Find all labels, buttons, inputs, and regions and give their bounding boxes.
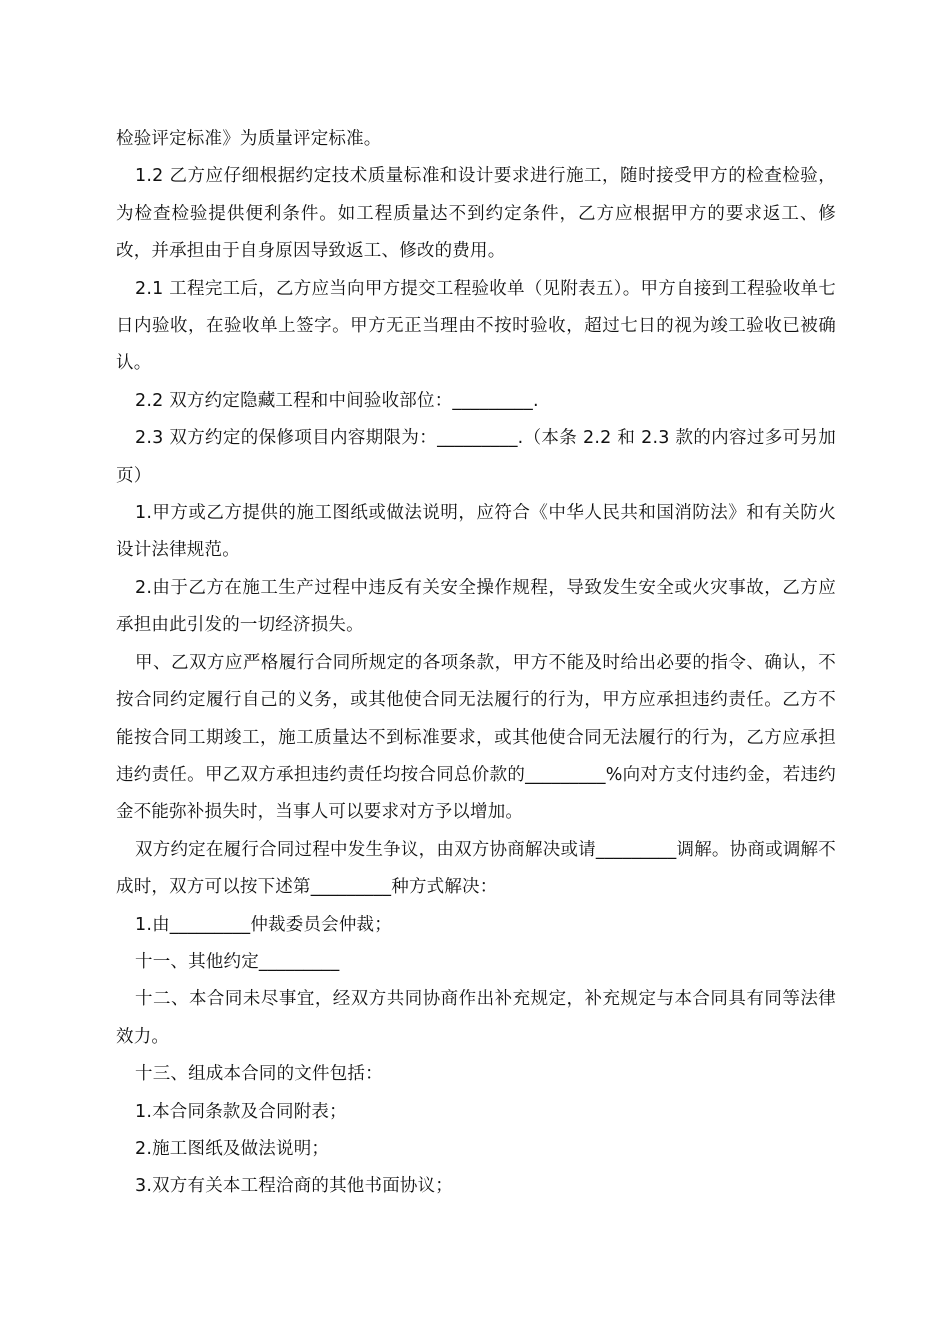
paragraph: 1.本合同条款及合同附表；	[135, 1101, 347, 1122]
paragraph: 2.施工图纸及做法说明；	[135, 1138, 330, 1159]
paragraph: 1.甲方或乙方提供的施工图纸或做法说明，应符合《中华人民共和国消防法》和有关防火设计法律规范。	[116, 503, 836, 561]
paragraph: 双方约定在履行合同过程中发生争议，由双方协商解决或请_________调解。协商或调解不成时，双方可以按下述第_________种方式解决：	[116, 839, 836, 898]
paragraph: 2.1 工程完工后，乙方应当向甲方提交工程验收单（见附表五）。甲方自接到工程验收单七日内验收，在验收单上签字。甲方无正当理由不按时验收，超过七日的视为竣工验收已被确认。	[116, 278, 836, 374]
paragraph: 1.2 乙方应仔细根据约定技术质量标准和设计要求进行施工，随时接受甲方的检查检验，为检查检验提供便利条件。如工程质量达不到约定条件，乙方应根据甲方的要求返工、修改，并承担由于自身原因导致返工、修改的费用。	[116, 166, 836, 262]
paragraph: 十二、本合同未尽事宜，经双方共同协商作出补充规定，补充规定与本合同具有同等法律效力。	[116, 989, 836, 1047]
paragraph: 1.由_________仲裁委员会仲裁；	[135, 914, 392, 935]
paragraph: 十一、其他约定_________	[135, 951, 340, 972]
paragraph: 2.由于乙方在施工生产过程中违反有关安全操作规程，导致发生安全或火灾事故，乙方应承担由此引发的一切经济损失。	[116, 577, 836, 636]
paragraph: 2.2 双方约定隐藏工程和中间验收部位：_________.	[135, 390, 539, 411]
paragraph: 甲、乙双方应严格履行合同所规定的各项条款，甲方不能及时给出必要的指令、确认，不按合同约定履行自己的义务，或其他使合同无法履行的行为，甲方应承担违约责任。乙方不能按合同工期竣工，施工质量达不到标准要求，或其他使合同无法履行的行为，乙方应承担违约责任。甲乙双方承担违约责任均按合同总价款的_________%向对方支付违约金，若违约金不能弥补损失时，当事人可以要求对方予以增加。	[116, 652, 836, 823]
paragraph: 检验评定标准》为质量评定标准。	[116, 129, 382, 149]
paragraph: 十三、组成本合同的文件包括：	[135, 1064, 383, 1085]
document-body	[116, 121, 836, 1206]
paragraph: 3.双方有关本工程洽商的其他书面协议；	[135, 1176, 453, 1197]
paragraph: 2.3 双方约定的保修项目内容期限为：_________.（本条 2.2 和 2.3 款的内容过多可另加页）	[116, 428, 836, 486]
